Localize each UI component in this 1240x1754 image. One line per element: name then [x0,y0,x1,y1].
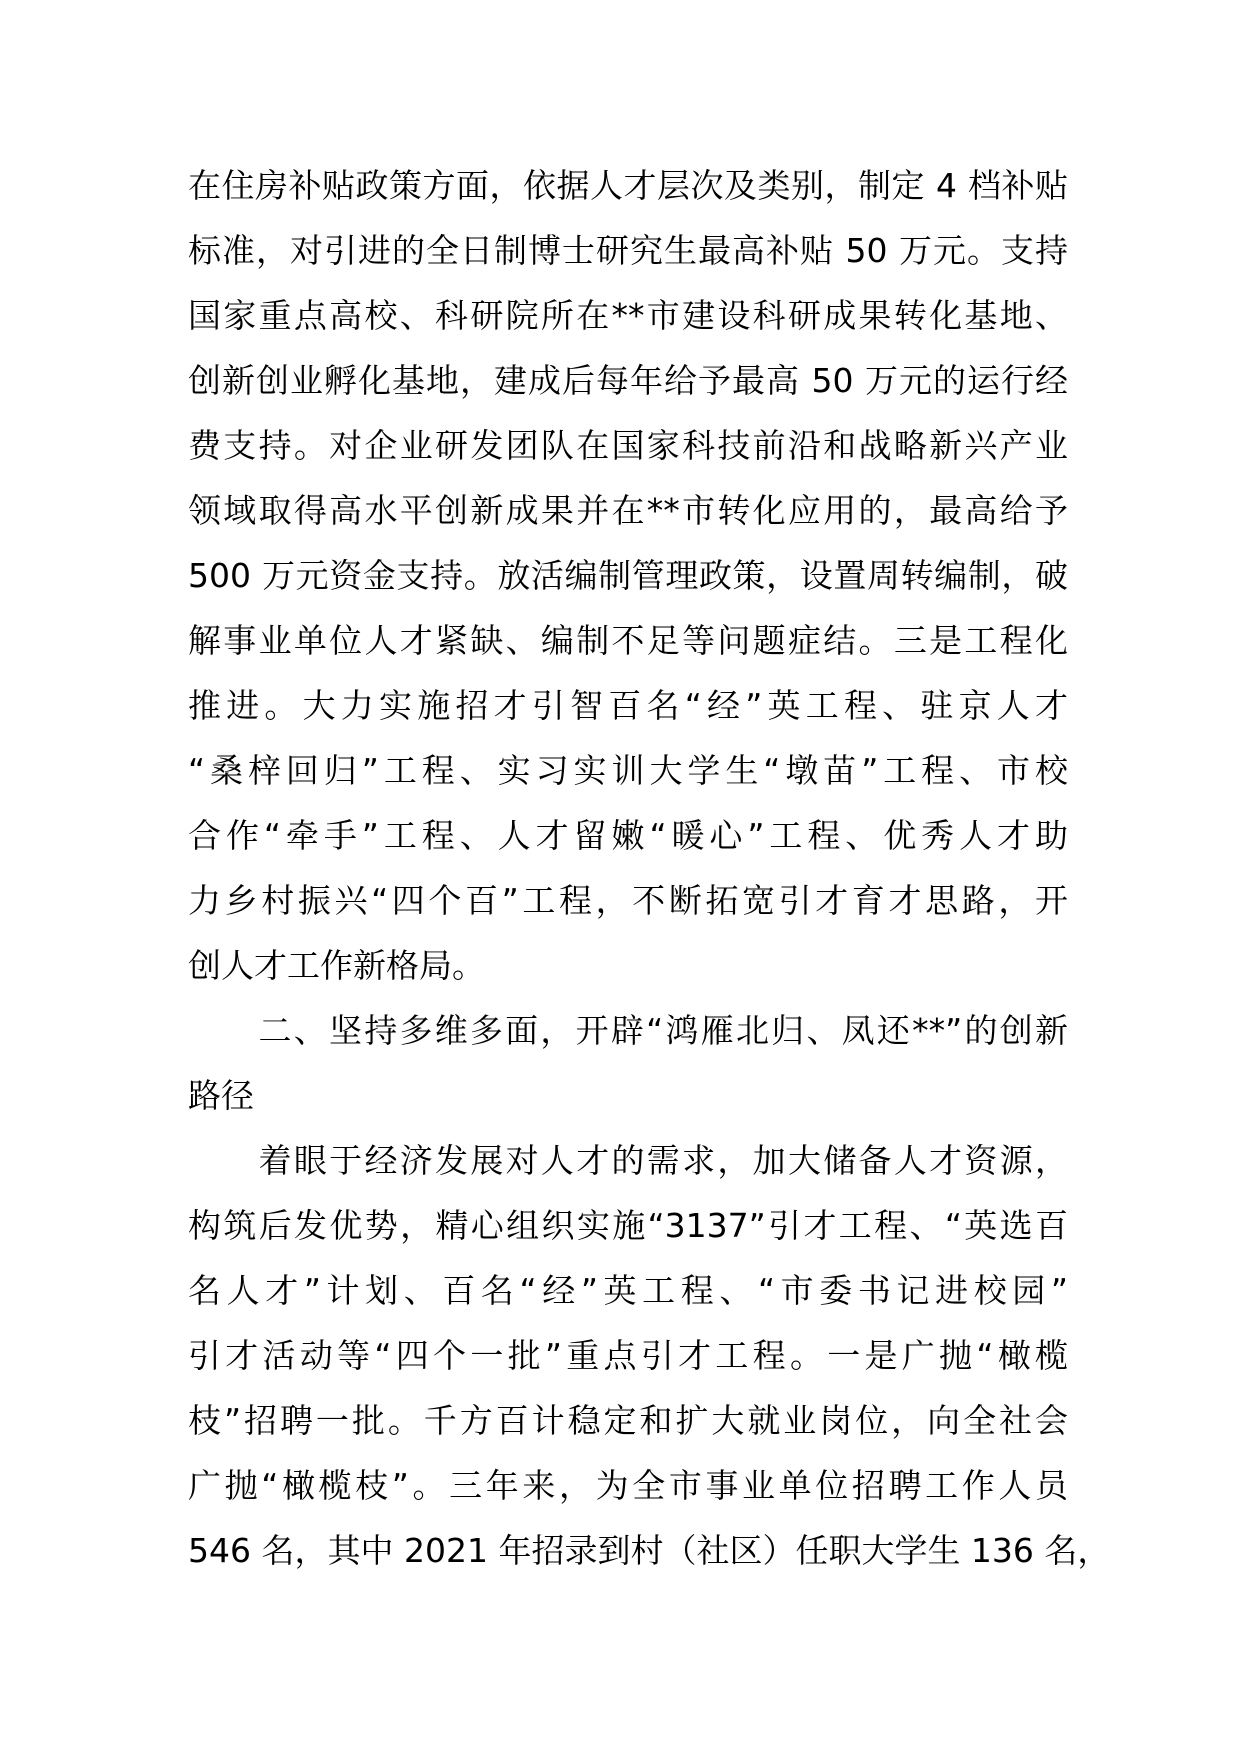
text-line: 500 万元资金支持。放活编制管理政策，设置周转编制，破 [188,556,1068,595]
text-line: 引才活动等“四个一批”重点引才工程。一是广抛“橄榄 [188,1336,1068,1375]
text-line: 546 名，其中 2021 年招录到村（社区）任职大学生 136 名， [188,1531,1111,1570]
section-heading-continued: 路径 [188,1076,254,1115]
text-line: 国家重点高校、科研院所在**市建设科研成果转化基地、 [188,296,1068,335]
text-line: 解事业单位人才紧缺、编制不足等问题症结。三是工程化 [188,621,1068,660]
section-heading: 二、坚持多维多面，开辟“鸿雁北归、凤还**”的创新 [188,1011,1068,1050]
text-line: 创人才工作新格局。 [188,946,485,985]
text-line: 名人才”计划、百名“经”英工程、“市委书记进校园” [188,1271,1068,1310]
body-text [188,153,1111,1583]
text-line: 广抛“橄榄枝”。三年来，为全市事业单位招聘工作人员 [188,1466,1068,1505]
text-line: 构筑后发优势，精心组织实施“3137”引才工程、“英选百 [188,1206,1068,1245]
text-line: 创新创业孵化基地，建成后每年给予最高 50 万元的运行经 [188,361,1068,400]
text-line: 着眼于经济发展对人才的需求，加大储备人才资源， [188,1141,1068,1180]
text-line: 标准，对引进的全日制博士研究生最高补贴 50 万元。支持 [188,231,1068,270]
text-line: 领域取得高水平创新成果并在**市转化应用的，最高给予 [188,491,1068,530]
text-line: 费支持。对企业研发团队在国家科技前沿和战略新兴产业 [188,426,1068,465]
text-line: 力乡村振兴“四个百”工程，不断拓宽引才育才思路，开 [188,881,1068,920]
text-line: 合作“牵手”工程、人才留嫩“暖心”工程、优秀人才助 [188,816,1068,855]
text-line: 在住房补贴政策方面，依据人才层次及类别，制定 4 档补贴 [188,166,1068,205]
text-line: 枝”招聘一批。千方百计稳定和扩大就业岗位，向全社会 [188,1401,1068,1440]
text-line: 推进。大力实施招才引智百名“经”英工程、驻京人才 [188,686,1068,725]
text-line: “桑梓回归”工程、实习实训大学生“墩苗”工程、市校 [188,751,1068,790]
